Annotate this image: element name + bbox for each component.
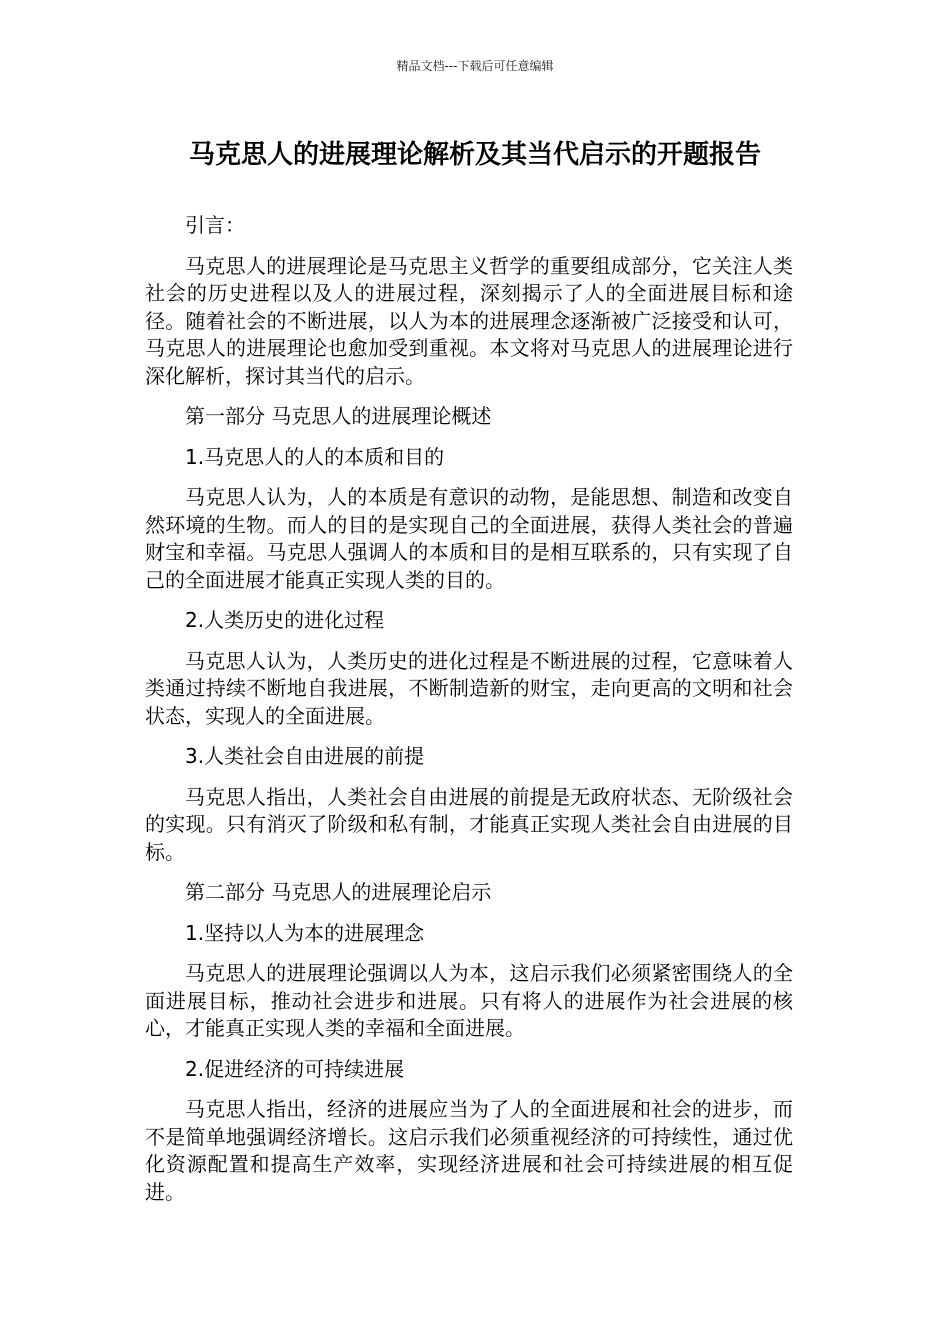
section-heading-intro: 引言： xyxy=(185,213,245,237)
subheading-1-3: 3.人类社会自由进展的前提 xyxy=(185,744,425,768)
paragraph-1-3: 马克思人指出，人类社会自由进展的前提是无政府状态、无阶级社会的实现。只有消灭了阶级和私有制，才能真正实现人类社会自由进展的目标。 xyxy=(145,784,793,864)
paragraph-1-1: 马克思人认为，人的本质是有意识的动物，是能思想、制造和改变自然环境的生物。而人的目的是实现自己的全面进展，获得人类社会的普遍财宝和幸福。马克思人强调人的本质和目的是相互联系的，只有实现了自己的全面进展才能真正实现人类的目的。 xyxy=(145,485,793,592)
part-one-heading: 第一部分 马克思人的进展理论概述 xyxy=(185,404,492,428)
page-header-note: 精品文档---下载后可任意编辑 xyxy=(396,59,554,73)
subheading-2-2: 2.促进经济的可持续进展 xyxy=(185,1056,405,1081)
document-title: 马克思人的进展理论解析及其当代启示的开题报告 xyxy=(188,140,761,170)
paragraph-2-1: 马克思人的进展理论强调以人为本，这启示我们必须紧密围绕人的全面进展目标，推动社会进步和进展。只有将人的进展作为社会进展的核心，才能真正实现人类的幸福和全面进展。 xyxy=(145,961,793,1040)
subheading-2-1: 1.坚持以人为本的进展理念 xyxy=(185,920,425,945)
subheading-1-2: 2.人类历史的进化过程 xyxy=(185,608,385,632)
subheading-1-1: 1.马克思人的人的本质和目的 xyxy=(185,444,445,469)
part-two-heading: 第二部分 马克思人的进展理论启示 xyxy=(185,880,492,904)
paragraph-1-2: 马克思人认为，人类历史的进化过程是不断进展的过程，它意味着人类通过持续不断地自我进展，不断制造新的财宝，走向更高的文明和社会状态，实现人的全面进展。 xyxy=(145,648,793,728)
document-body xyxy=(145,212,793,1219)
paragraph-intro: 马克思人的进展理论是马克思主义哲学的重要组成部分，它关注人类社会的历史进程以及人的进展过程，深刻揭示了人的全面进展目标和途径。随着社会的不断进展，以人为本的进展理念逐渐被广泛接受和认可，马克思人的进展理论也愈加受到重视。本文将对马克思人的进展理论进行深化解析，探讨其当代的启示。 xyxy=(145,253,793,388)
paragraph-2-2: 马克思人指出，经济的进展应当为了人的全面进展和社会的进步，而不是简单地强调经济增长。这启示我们必须重视经济的可持续性，通过优化资源配置和提高生产效率，实现经济进展和社会可持续进展的相互促进。 xyxy=(145,1097,793,1204)
